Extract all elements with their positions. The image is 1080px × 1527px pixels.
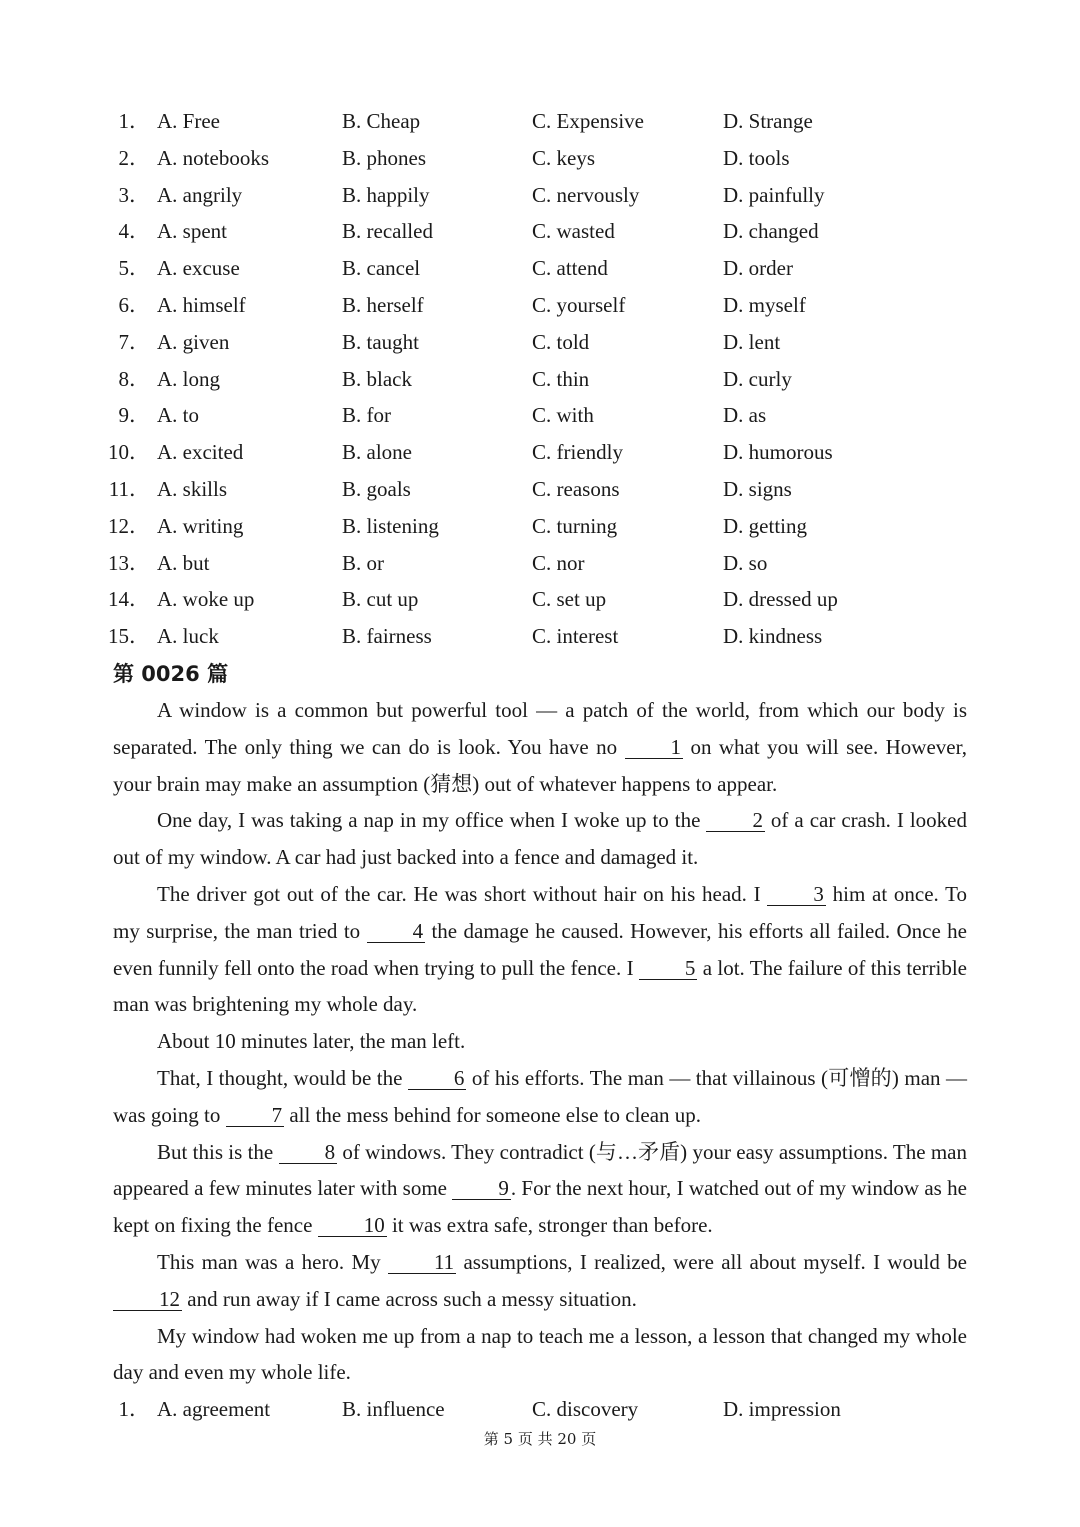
question-number: 5． (118, 256, 150, 281)
option-c: C. interest (532, 624, 619, 649)
option-c: C. turning (532, 513, 618, 538)
question-number: 11． (108, 476, 150, 501)
option-a: A. luck (157, 624, 219, 649)
option-d: D. kindness (723, 624, 823, 649)
option-a: A. himself (157, 292, 246, 317)
option-c: C. told (532, 329, 590, 354)
option-b: B. Cheap (342, 109, 421, 133)
option-row (0, 140, 1080, 177)
option-c: C. reasons (532, 476, 620, 501)
option-b: B. happily (342, 182, 430, 207)
option-row (0, 545, 1080, 582)
paragraph: My window had woken me up from a nap to teach me a lesson, a lesson that changed my whole day and even my whole life. (113, 1323, 967, 1385)
option-a: A. but (157, 550, 210, 575)
option-b: B. recalled (342, 219, 433, 244)
paragraph: That, I thought, would be the 6 of his efforts. The man — that villainous (可憎的) man — was going to 7 all the mess behind for someone else to clean up. (113, 1065, 967, 1127)
blank: 10 (318, 1214, 387, 1237)
question-number: 7． (118, 329, 150, 354)
blank: 1 (625, 736, 684, 759)
option-b: B. for (342, 403, 391, 428)
option-row (0, 361, 1080, 398)
option-row (0, 250, 1080, 287)
option-c: C. friendly (532, 440, 623, 465)
option-row (0, 287, 1080, 324)
paragraph: One day, I was taking a nap in my office when I woke up to the 2 of a car crash. I looked out of my window. A car had just backed into a fence and damaged it. (113, 808, 967, 870)
option-d: D. painfully (723, 182, 825, 207)
option-row (0, 1391, 1080, 1428)
option-d: D. lent (723, 329, 781, 354)
option-b: B. taught (342, 329, 419, 354)
question-number: 1． (118, 1397, 150, 1421)
option-b: B. phones (342, 145, 426, 170)
blank: 8 (279, 1141, 338, 1164)
options-list-current (0, 1391, 1080, 1428)
option-a: A. notebooks (157, 145, 269, 170)
option-d: D. signs (723, 476, 792, 501)
option-a: A. Free (157, 109, 220, 133)
blank: 4 (367, 920, 426, 943)
option-b: B. influence (342, 1397, 445, 1421)
question-number: 9． (118, 403, 150, 428)
option-c: C. nor (532, 550, 585, 575)
option-c: C. thin (532, 366, 590, 391)
option-a: A. long (157, 366, 220, 391)
paragraph: But this is the 8 of windows. They contradict (与…矛盾) your easy assumptions. The man appeared a few minutes later with some 9. For the next hour, I watched out of my window as he kept on fixing the fence 10 it was extra safe, stronger than before. (113, 1139, 968, 1238)
option-b: B. cut up (342, 587, 419, 612)
option-row (0, 434, 1080, 471)
option-c: C. discovery (532, 1397, 639, 1421)
question-number: 10． (108, 440, 150, 465)
option-d: D. so (723, 550, 768, 575)
paragraph: The driver got out of the car. He was short without hair on his head. I 3 him at once. To my surprise, the man tried to 4 the damage he caused. However, his efforts all failed. Once he even funnily fell onto the road when trying to pull the fence. I 5 a lot. The failure of this terrible man was brightening my whole day. (113, 881, 968, 1017)
option-c: C. wasted (532, 219, 615, 244)
option-d: D. as (723, 403, 767, 428)
option-b: B. or (342, 550, 384, 575)
option-c: C. attend (532, 256, 608, 281)
option-b: B. listening (342, 513, 439, 538)
option-a: A. excuse (157, 256, 240, 281)
question-number: 15． (108, 624, 150, 649)
option-a: A. angrily (157, 182, 243, 207)
question-number: 4． (118, 219, 150, 244)
blank: 11 (388, 1251, 456, 1274)
question-number: 8． (118, 366, 150, 391)
option-d: D. changed (723, 219, 819, 244)
option-d: D. getting (723, 513, 807, 538)
blank: 6 (408, 1067, 467, 1090)
option-row (0, 177, 1080, 214)
option-c: C. nervously (532, 182, 640, 207)
option-d: D. humorous (723, 440, 833, 465)
option-row (0, 581, 1080, 618)
option-c: C. keys (532, 145, 595, 170)
option-c: C. Expensive (532, 109, 644, 133)
blank: 3 (767, 883, 826, 906)
option-row (0, 103, 1080, 140)
passage-text (113, 692, 967, 1391)
option-c: C. with (532, 403, 594, 428)
option-b: B. fairness (342, 624, 432, 649)
option-row (0, 397, 1080, 434)
option-c: C. yourself (532, 292, 626, 317)
option-b: B. cancel (342, 256, 421, 281)
option-b: B. alone (342, 440, 412, 465)
question-number: 1． (118, 109, 150, 133)
option-d: D. dressed up (723, 587, 838, 612)
blank: 9 (452, 1177, 511, 1200)
question-number: 14． (108, 587, 150, 612)
option-d: D. tools (723, 145, 790, 170)
question-number: 6． (118, 292, 150, 317)
option-d: D. order (723, 256, 793, 281)
question-number: 3． (118, 182, 150, 207)
passage-heading: 第 0026 篇 (113, 662, 229, 686)
option-d: D. Strange (723, 109, 813, 133)
paragraph: A window is a common but powerful tool — a patch of the world, from which our body is separated. The only thing we can do is look. You have no 1 on what you will see. However, your brain may make an assumption (猜想) out of whatever happens to appear. (113, 698, 967, 796)
blank: 7 (226, 1104, 285, 1127)
page-footer: 第 5 页 共 20 页 (483, 1430, 597, 1448)
option-a: A. woke up (157, 587, 255, 612)
option-a: A. excited (157, 440, 244, 465)
option-a: A. writing (157, 513, 244, 538)
option-d: D. myself (723, 292, 806, 317)
paragraph: About 10 minutes later, the man left. (157, 1029, 466, 1054)
paragraph: This man was a hero. My 11 assumptions, I realized, were all about myself. I would be 12 and run away if I came across such a messy situation. (113, 1244, 967, 1318)
question-number: 12． (108, 513, 150, 538)
option-a: A. spent (157, 219, 227, 244)
option-d: D. curly (723, 366, 792, 391)
blank: 2 (706, 809, 765, 832)
option-row (0, 508, 1080, 545)
option-a: A. agreement (157, 1397, 271, 1421)
option-a: A. to (157, 403, 199, 428)
question-number: 13． (108, 550, 150, 575)
option-row (0, 471, 1080, 508)
option-row (0, 324, 1080, 361)
option-d: D. impression (723, 1397, 841, 1421)
option-c: C. set up (532, 587, 607, 612)
option-a: A. skills (157, 476, 228, 501)
option-b: B. goals (342, 476, 411, 501)
option-b: B. black (342, 366, 412, 391)
option-b: B. herself (342, 292, 424, 317)
options-list-previous (0, 103, 1080, 655)
blank: 12 (113, 1288, 182, 1311)
option-row (0, 618, 1080, 655)
option-row (0, 213, 1080, 250)
blank: 5 (639, 957, 698, 980)
question-number: 2． (118, 145, 150, 170)
option-a: A. given (157, 329, 230, 354)
